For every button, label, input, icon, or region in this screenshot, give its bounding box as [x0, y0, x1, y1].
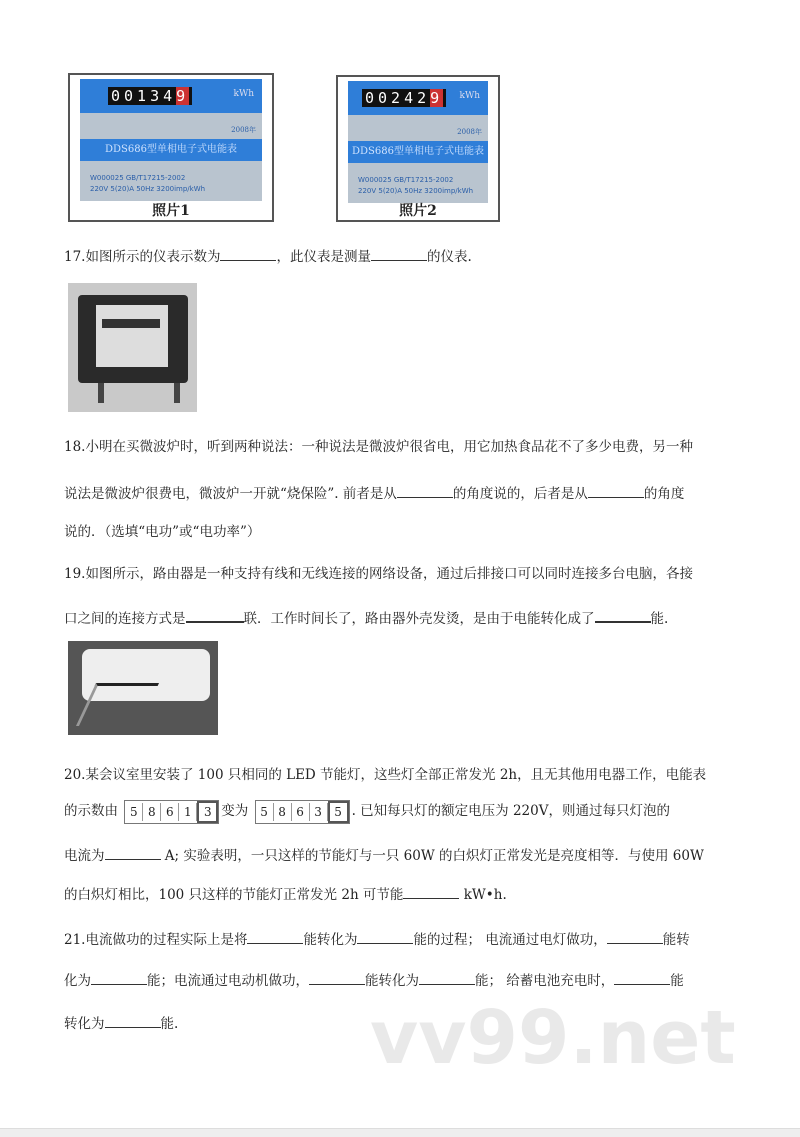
meter-reading-from: 5 8 6 1 3 — [124, 800, 219, 824]
question-18-line-1: 18.小明在买微波炉时，听到两种说法：一种说法是微波炉很省电，用它加热食品花不了多少电费，另一种 — [64, 439, 693, 455]
question-21-line-1: 21.电流做功的过程实际上是将 能转化为 能的过程； 电流通过电灯做功， 能转 — [64, 932, 690, 948]
question-20-line-2: 的示数由 5 8 6 1 3 变为 5 8 6 3 5 . 已知每只灯的额定电压为 220V，则通过每只灯泡的 — [64, 799, 670, 824]
question-20-line-1: 20.某会议室里安装了 100 只相同的 LED 节能灯，这些灯全部正常发光 2h，且无其他用电器工作，电能表 — [64, 767, 707, 783]
question-18-line-3: 说的．（选填“电功”或“电功率”） — [64, 524, 261, 540]
photo-caption: 照片2 — [399, 203, 437, 219]
question-21-line-3: 转化为 能. — [64, 1016, 179, 1032]
question-19-line-2: 口之间的连接方式是 联．工作时间长了，路由器外壳发烫，是由于电能转化成了 能. — [64, 611, 669, 627]
question-20-line-4: 的白炽灯相比，100 只这样的节能灯正常发光 2h 可节能 kW•h. — [64, 887, 507, 903]
meter-counter: 001349 — [108, 87, 192, 105]
router-photo — [68, 641, 218, 735]
question-21-line-2: 化为 能；电流通过电动机做功， 能转化为 能； 给蓄电池充电时， 能 — [64, 973, 684, 989]
question-19-line-1: 19.如图所示，路由器是一种支持有线和无线连接的网络设备，通过后排接口可以同时连接多台电脑，各接 — [64, 566, 693, 582]
meter-photo-1: 001349 kWh 2008年 DDS686型单相电子式电能表 W000025 GB/T17215-2002 220V 5(20)A 50Hz 3200imp/kWh 照片1 — [68, 73, 274, 222]
question-18-line-2: 说法是微波炉很费电，微波炉一开就“烧保险”. 前者是从 的角度说的，后者是从 的角度 — [64, 486, 685, 502]
photo-caption: 照片1 — [152, 203, 190, 219]
question-20-line-3: 电流为 A; 实验表明，一只这样的节能灯与一只 60W 的白炽灯正常发光是亮度相等．与使用 60W — [64, 848, 704, 864]
electric-meter-photo — [68, 283, 197, 412]
page-bottom-edge — [0, 1128, 800, 1137]
question-17: 17.如图所示的仪表示数为 ，此仪表是测量 的仪表. — [64, 249, 472, 265]
watermark: vv99.net — [370, 995, 736, 1081]
meter-reading-to: 5 8 6 3 5 — [255, 800, 350, 824]
meter-counter: 002429 — [362, 89, 446, 107]
meter-photo-2: 002429 kWh 2008年 DDS686型单相电子式电能表 W000025 GB/T17215-2002 220V 5(20)A 50Hz 3200imp/kWh 照片2 — [336, 75, 500, 222]
